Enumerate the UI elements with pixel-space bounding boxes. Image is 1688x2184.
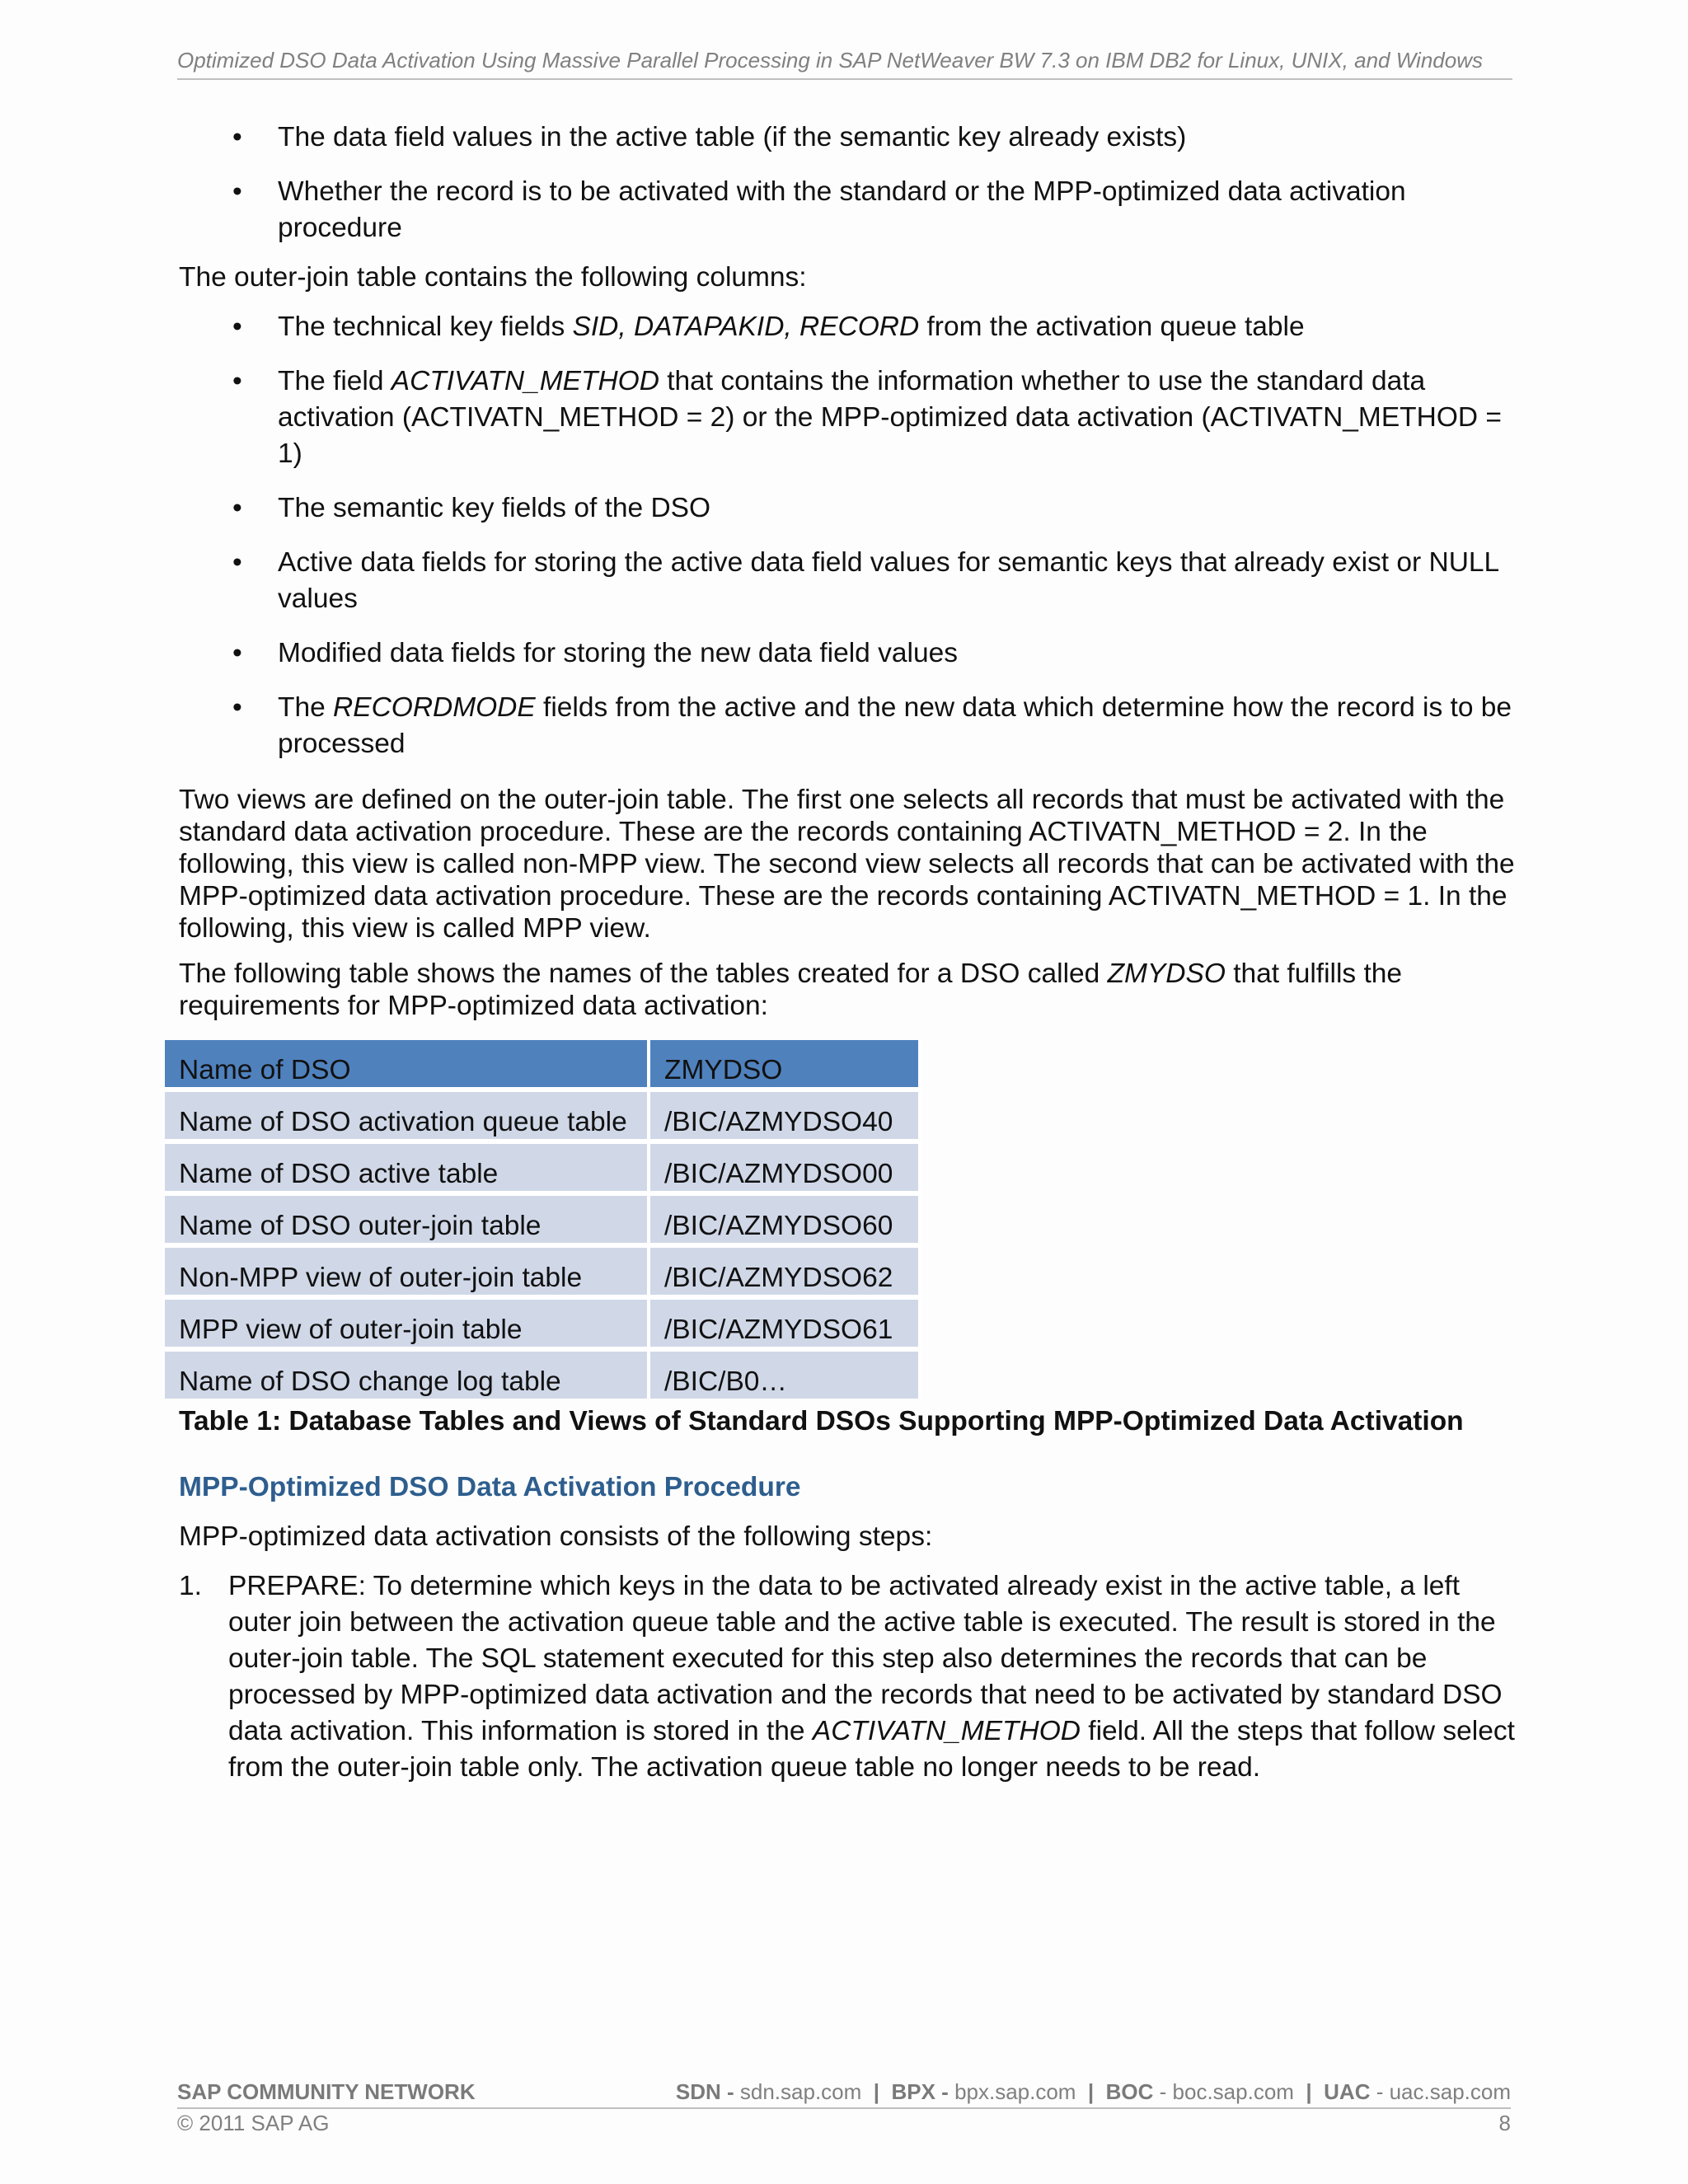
- table-header-cell: ZMYDSO: [649, 1040, 920, 1090]
- footer-link[interactable]: - uac.sap.com: [1370, 2079, 1511, 2104]
- bullet-icon: •: [232, 547, 242, 578]
- bullet-icon: •: [232, 638, 242, 668]
- footer-link[interactable]: sdn.sap.com: [739, 2079, 862, 2104]
- column-bullet-list: [179, 309, 1518, 762]
- footer-link[interactable]: bpx.sap.com: [954, 2079, 1076, 2104]
- footer-link-label: BPX -: [891, 2079, 955, 2104]
- copyright: © 2011 SAP AG: [177, 2111, 330, 2135]
- table-cell: Non-MPP view of outer-join table: [165, 1245, 649, 1297]
- page-header: Optimized DSO Data Activation Using Massive Parallel Processing in SAP NetWeaver BW 7.3 on IBM DB2 for Linux, UNIX, and Windows: [177, 48, 1512, 80]
- list-item: • The semantic key fields of the DSO: [179, 490, 1518, 527]
- list-item: • The data field values in the active table (if the semantic key already exists): [179, 120, 1518, 156]
- footer-links: SDN - sdn.sap.com | BPX - bpx.sap.com | BOC - boc.sap.com | UAC - uac.sap.com: [675, 2079, 1511, 2104]
- views-paragraph: Two views are defined on the outer-join table. The first one selects all records that must be activated with the standard data activation procedure. These are the records containing ACTIVATN_METHOD = 2. In the following, this view is called non-MPP view. The second view selects all records that can be activated with the MPP-optimized data activation procedure. These are the records containing ACTIVATN_METHOD = 1. In the following, this view is called MPP view.: [179, 785, 1515, 944]
- page-number: 8: [1498, 2111, 1511, 2135]
- table-caption: Table 1: Database Tables and Views of Standard DSOs Supporting MPP-Optimized Data Activation: [179, 1406, 1464, 1436]
- intro-bullet-list: [179, 120, 1518, 246]
- steps-intro: MPP-optimized data activation consists of the following steps:: [179, 1521, 933, 1552]
- footer-link-label: SDN -: [675, 2079, 740, 2104]
- list-item: • Whether the record is to be activated with the standard or the MPP-optimized data activation procedure: [179, 174, 1518, 246]
- list-item: • The RECORDMODE fields from the active and the new data which determine how the record is to be processed: [179, 690, 1518, 762]
- list-item: 1. PREPARE: To determine which keys in the data to be activated already exist in the active table, a left outer join between the activation queue table and the active table is executed. The result is stored in the outer-join table. The SQL statement executed for this step also determines the records that can be processed by MPP-optimized data activation and the records that need to be activated by standard DSO data activation. This information is stored in the ACTIVATN_METHOD field. All the steps that follow select from the outer-join table only. The activation queue table no longer needs to be read.: [179, 1571, 1515, 1783]
- dso-tables-table: [165, 1040, 921, 1399]
- bullet-icon: •: [232, 366, 242, 396]
- table-intro: The following table shows the names of the tables created for a DSO called ZMYDSO that fulfills the requirements for MPP-optimized data activation:: [179, 958, 1403, 1021]
- table-cell: /BIC/AZMYDSO00: [649, 1141, 920, 1193]
- page-footer: [177, 2079, 1511, 2136]
- table-cell: /BIC/AZMYDSO61: [649, 1297, 920, 1349]
- list-item: • Modified data fields for storing the new data field values: [179, 635, 1518, 672]
- bullet-icon: •: [232, 176, 242, 207]
- page-content: [179, 120, 1518, 1786]
- list-item: • The technical key fields SID, DATAPAKID, RECORD from the activation queue table: [179, 309, 1518, 345]
- footer-link-label: BOC: [1105, 2079, 1154, 2104]
- bullet-icon: •: [232, 122, 242, 152]
- table-cell: Name of DSO activation queue table: [165, 1090, 649, 1141]
- table-cell: /BIC/AZMYDSO40: [649, 1090, 920, 1141]
- table-header-row: [165, 1040, 920, 1090]
- list-item: • The field ACTIVATN_METHOD that contains the information whether to use the standard data activation (ACTIVATN_METHOD = 2) or the MPP-optimized data activation (ACTIVATN_METHOD = 1): [179, 363, 1518, 472]
- footer-link-label: UAC: [1324, 2079, 1371, 2104]
- steps-list: [179, 1568, 1518, 1786]
- table-row: [165, 1349, 920, 1399]
- table-header-cell: Name of DSO: [165, 1040, 649, 1090]
- bullet-icon: •: [232, 312, 242, 342]
- table-row: [165, 1141, 920, 1193]
- table-row: [165, 1193, 920, 1245]
- table-cell: /BIC/AZMYDSO60: [649, 1193, 920, 1245]
- table-cell: /BIC/AZMYDSO62: [649, 1245, 920, 1297]
- table-cell: /BIC/B0…: [649, 1349, 920, 1399]
- footer-network-label: SAP COMMUNITY NETWORK: [177, 2079, 476, 2104]
- table-row: [165, 1090, 920, 1141]
- list-item: • Active data fields for storing the active data field values for semantic keys that already exist or NULL values: [179, 545, 1518, 617]
- table-row: [165, 1297, 920, 1349]
- bullet-icon: •: [232, 692, 242, 723]
- table-cell: Name of DSO change log table: [165, 1349, 649, 1399]
- footer-link[interactable]: - boc.sap.com: [1153, 2079, 1294, 2104]
- table-cell: MPP view of outer-join table: [165, 1297, 649, 1349]
- section-heading: MPP-Optimized DSO Data Activation Procedure: [179, 1472, 801, 1502]
- bullet-icon: •: [232, 493, 242, 523]
- table-cell: Name of DSO outer-join table: [165, 1193, 649, 1245]
- table-row: [165, 1245, 920, 1297]
- table-cell: Name of DSO active table: [165, 1141, 649, 1193]
- columns-intro: The outer-join table contains the following columns:: [179, 262, 807, 293]
